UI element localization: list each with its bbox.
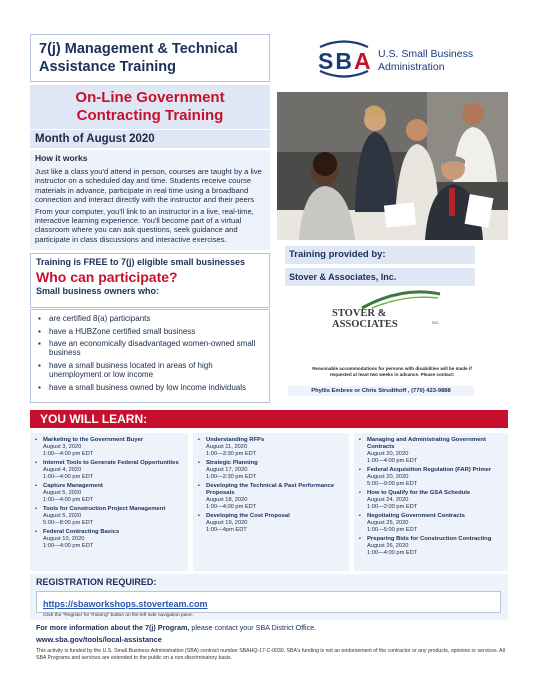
- how-it-works-para1: Just like a class you'd attend in person, courses are taught by a live instructor on a scheduled day and time. Students receive course materials in advance, participate in real time using a broadband connection and interact directly with the instructor and their peers: [35, 167, 262, 204]
- course-name: ▪ Federal Contracting Basics: [35, 529, 184, 536]
- provider-name: Stover & Associates, Inc.: [285, 268, 475, 286]
- registration-note: Click the "Register for Training" button on the left side navigation pane.: [43, 613, 194, 618]
- course-date: August 5, 2020: [43, 513, 82, 519]
- course-date: August 3, 2020: [43, 444, 82, 450]
- team-meeting-illustration: [277, 92, 508, 240]
- course-item: [35, 460, 184, 481]
- course-name: ▪ Federal Acquisition Regulation (FAR) Primer: [359, 467, 504, 474]
- course-time: 1:00—2:30 pm EDT: [206, 474, 257, 480]
- more-info-rest: please contact your SBA District Office.: [189, 623, 317, 632]
- sba-org-name: [378, 48, 473, 74]
- program-title-line1: 7(j) Management & Technical: [39, 41, 238, 57]
- eligibility-criteria-list: [37, 314, 264, 392]
- how-it-works-para2: From your computer, you'll link to an instructor in a live, real-time, interactive learning experience. You'll become part of a virtual classroom where you can ask questions, seek guidance and participate in class discussions and interactive exercises.: [35, 207, 254, 244]
- course-item: [35, 483, 184, 504]
- course-name: ▪ How to Qualify for the GSA Schedule: [359, 490, 504, 497]
- course-item: [198, 513, 345, 534]
- course-name: ▪ Tools for Construction Project Management: [35, 506, 184, 513]
- sba-logo-mark: [316, 40, 372, 78]
- more-info-text: [36, 622, 506, 634]
- registration-section: [30, 574, 508, 620]
- stover-logo: [332, 290, 444, 330]
- provider-heading: Training provided by:: [285, 246, 475, 264]
- course-name: ▪ Internet Tools to Generate Federal Opportunities: [35, 460, 184, 467]
- course-item: [198, 460, 345, 481]
- course-columns: [30, 433, 508, 571]
- course-name: ▪ Negotiating Government Contracts: [359, 513, 504, 520]
- course-time: 1:00—4:00 pm EDT: [43, 474, 94, 480]
- subtitle-line1: On-Line Government: [75, 89, 225, 106]
- who-can-participate-heading: Who can participate?: [36, 269, 178, 285]
- course-time: 1:00—4:00 pm EDT: [367, 458, 418, 464]
- course-date: August 11, 2020: [206, 444, 248, 450]
- eligibility-box: [30, 253, 270, 308]
- course-date: August 26, 2020: [367, 543, 409, 549]
- course-date: August 10, 2020: [43, 536, 85, 542]
- program-title-line2: Assistance Training: [39, 59, 176, 75]
- stover-logo-text: STOVER & ASSOCIATES: [332, 308, 398, 330]
- course-name: ▪ Preparing Bids for Construction Contracting: [359, 536, 504, 543]
- course-time: 1:00—5:00 pm EDT: [367, 527, 418, 533]
- course-item: [359, 490, 504, 511]
- course-name: ▪ Developing the Cost Proposal: [198, 513, 345, 520]
- course-time: 1:00—3:30 pm EDT: [206, 451, 257, 457]
- course-item: [359, 536, 504, 557]
- criteria-item: ▪ have a small business owned by low income individuals: [37, 383, 264, 392]
- course-item: [359, 513, 504, 534]
- sba-org-line2: Administration: [378, 61, 445, 73]
- registration-link[interactable]: https://sbaworkshops.stoverteam.com: [43, 599, 208, 609]
- course-time: 1:00—4:00 pm EDT: [367, 550, 418, 556]
- more-info-bold: For more information about the 7(j) Program,: [36, 623, 190, 632]
- sba-letters: SBA: [318, 48, 373, 74]
- course-time: 1:00—4:00 pm EDT: [43, 543, 94, 549]
- course-date: August 25, 2020: [367, 520, 409, 526]
- course-name: ▪ Strategic Planning: [198, 460, 345, 467]
- course-name: ▪ Developing the Technical & Past Performance Proposals: [198, 483, 345, 497]
- course-time: 5:00—9:00 pm EDT: [367, 481, 418, 487]
- how-it-works-section: [30, 150, 270, 250]
- training-subtitle: [30, 85, 270, 129]
- criteria-item: ▪ have a small business located in areas of high unemployment or low income: [37, 361, 264, 380]
- course-time: 1:00—4:00 pm EDT: [43, 451, 94, 457]
- course-date: August 17, 2020: [206, 467, 248, 473]
- program-title-box: [30, 34, 270, 82]
- course-name: ▪ Understanding RFPs: [198, 437, 345, 444]
- course-column-1: [30, 433, 188, 571]
- sba-logo: [316, 40, 486, 78]
- course-item: [198, 483, 345, 511]
- course-item: [35, 529, 184, 550]
- you-will-learn-banner: YOU WILL LEARN:: [30, 410, 508, 428]
- course-name: ▪ Marketing to the Government Buyer: [35, 437, 184, 444]
- how-it-works-heading: How it works: [35, 153, 88, 163]
- month-label: Month of August 2020: [30, 130, 270, 148]
- course-date: August 5, 2020: [43, 490, 82, 496]
- course-time: 1:00—4pm EDT: [206, 527, 247, 533]
- accommodations-note: Reasonable accommodations for persons with disabilities will be made if requested at least two weeks in advance. Please contact:: [312, 366, 472, 377]
- subtitle-line2: Contracting Training: [76, 107, 224, 124]
- course-item: [35, 506, 184, 527]
- course-time: 5:00—8:00 pm EDT: [43, 520, 94, 526]
- funding-disclaimer: This activity is funded by the U.S. Small Business Administration (SBA) contract number SBAHQ-17-C-0030. SBA's funding is not an endorsement of the contractor or any products, opinions or services. All SBA Programs and services are extended to the public on a non-discriminatory basis.: [36, 648, 505, 661]
- course-date: August 24, 2020: [367, 497, 409, 503]
- registration-heading: REGISTRATION REQUIRED:: [36, 577, 157, 587]
- course-date: August 4, 2020: [43, 467, 82, 473]
- course-time: 1:00—4:00 pm EDT: [206, 504, 257, 510]
- criteria-item: ▪ have a HUBZone certified small business: [37, 327, 264, 336]
- course-date: August 20, 2020: [367, 451, 409, 457]
- criteria-item: ▪ are certified 8(a) participants: [37, 314, 264, 323]
- stover-logo-inc: INC.: [432, 320, 440, 325]
- course-time: 1:00—4:00 pm EDT: [43, 497, 94, 503]
- free-training-text: Training is FREE to 7(j) eligible small businesses: [36, 257, 246, 267]
- business-team-photo: [277, 92, 508, 240]
- course-item: [359, 437, 504, 465]
- sba-website-link[interactable]: www.sba.gov/tools/local-assistance: [36, 635, 162, 644]
- course-date: August 18, 2020: [206, 497, 248, 503]
- course-name: ▪ Managing and Administrating Government Contracts: [359, 437, 504, 451]
- criteria-item: ▪ have an economically disadvantaged women-owned small business: [37, 339, 264, 358]
- course-item: [35, 437, 184, 458]
- sba-org-line1: U.S. Small Business: [378, 48, 474, 60]
- registration-url-box: [36, 591, 501, 618]
- owners-who-text: Small business owners who:: [36, 286, 160, 296]
- course-date: August 20, 2020: [367, 474, 409, 480]
- eligibility-criteria-box: [30, 309, 270, 403]
- course-date: August 19, 2020: [206, 520, 248, 526]
- course-time: 1:00—2:00 pm EDT: [367, 504, 418, 510]
- contact-info: Phyllis Embree or Chris Strudthoff , (770) 423-9888: [288, 386, 474, 396]
- course-column-3: [354, 433, 508, 571]
- course-column-2: [193, 433, 349, 571]
- course-name: ▪ Capture Management: [35, 483, 184, 490]
- stover-swoosh-icon: [332, 290, 444, 310]
- course-item: [198, 437, 345, 458]
- course-item: [359, 467, 504, 488]
